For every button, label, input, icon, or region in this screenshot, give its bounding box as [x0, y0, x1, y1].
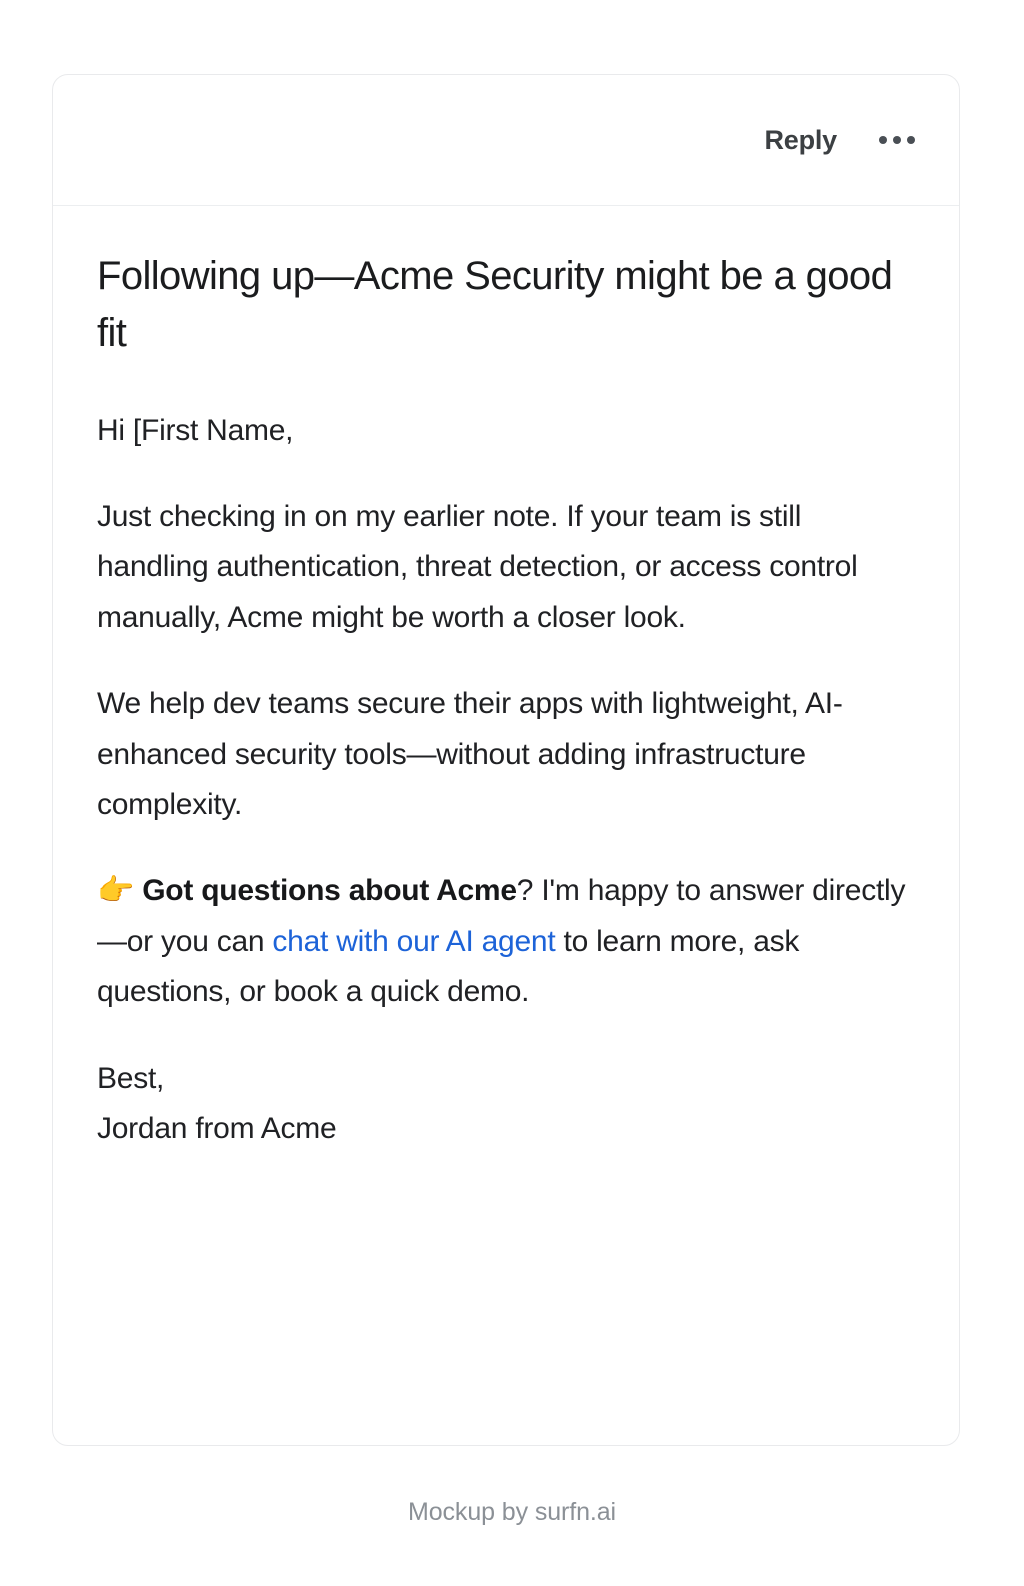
email-signoff: Best, [97, 1061, 165, 1095]
more-dot-2 [893, 136, 901, 144]
cta-bold-question: Got questions about Acme [142, 874, 517, 908]
cta-text-after-link: to learn more, ask questions, or book a quick demo. [97, 924, 800, 1009]
email-paragraph-2: We help dev teams secure their apps with lightweight, AI-enhanced security tools—without adding infrastructure complexity. [97, 687, 843, 821]
email-toolbar [53, 75, 959, 206]
email-paragraph-1: Just checking in on my earlier note. If your team is still handling authentication, threat detection, or access control manually, Acme might be worth a closer look. [97, 499, 858, 634]
email-sender-name: Jordan from Acme [97, 1111, 337, 1145]
reply-button[interactable]: Reply [756, 121, 845, 160]
email-cta-paragraph [97, 866, 907, 1017]
email-card [52, 74, 960, 1446]
email-body [53, 206, 959, 1154]
email-greeting: Hi [First Name, [97, 413, 294, 447]
chat-with-ai-agent-link[interactable]: chat with our AI agent [272, 924, 556, 958]
mockup-footer: Mockup by surfn.ai [407, 1498, 616, 1526]
more-options-icon[interactable] [875, 126, 919, 154]
pointing-hand-icon: 👉 [97, 874, 135, 908]
more-dot-3 [907, 136, 915, 144]
email-subject: Following up—Acme Security might be a good fit [97, 254, 893, 355]
more-dot-1 [879, 136, 887, 144]
cta-text-before-link: ? I'm happy to answer directly—or you can [97, 874, 906, 958]
